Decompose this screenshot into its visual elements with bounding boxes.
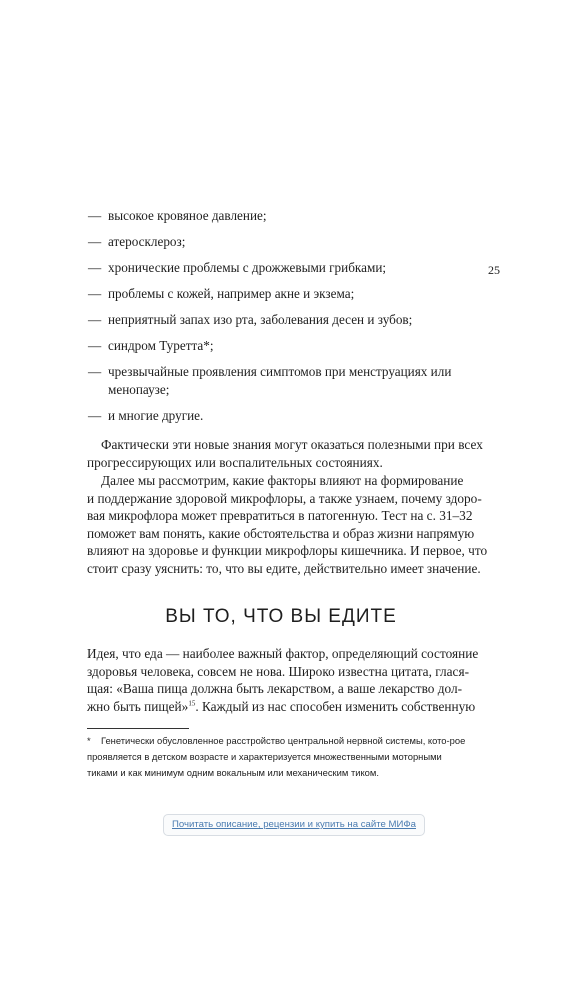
footnote-divider	[87, 728, 189, 729]
footnote	[87, 733, 467, 781]
text-line: влияют на здоровье и функции микрофлоры кишечника. И первое, что	[87, 543, 488, 559]
list-item-text: хронические проблемы с дрожжевыми грибками;	[108, 260, 387, 275]
text-line: поможет вам понять, какие обстоятельства и образ жизни напрямую	[87, 525, 475, 541]
list-item	[88, 311, 488, 329]
text-line: Идея, что еда — наиболее важный фактор, определяющий состояние	[87, 646, 479, 661]
list-item	[88, 207, 488, 225]
text-line: и поддержание здоровой микрофлоры, а также узнаем, почему здоро-	[87, 490, 482, 506]
text-fragment: жно быть пищей»	[87, 698, 189, 714]
text-line: вая микрофлора может превратиться в патогенную. Тест на с. 31–32	[87, 508, 473, 524]
text-line: щая: «Ваша пища должна быть лекарством, а ваше лекарство дол-	[87, 681, 463, 697]
list-item-text: атеросклероз;	[108, 234, 186, 249]
list-item-text: высокое кровяное давление;	[108, 208, 267, 223]
footnote-marker: *	[87, 735, 91, 746]
footnote-reference: 15	[188, 699, 196, 708]
bullet-dash: —	[88, 208, 102, 223]
bullet-dash: —	[88, 408, 102, 423]
bullet-dash: —	[88, 312, 102, 327]
bullet-dash: —	[88, 364, 102, 379]
footnote-line: проявляется в детском возрасте и характеризуется множественными моторными	[87, 751, 442, 762]
bullet-dash: —	[88, 338, 102, 353]
bullet-dash: —	[88, 260, 102, 275]
section-heading: ВЫ ТО, ЧТО ВЫ ЕДИТЕ	[165, 606, 397, 627]
text-fragment: . Каждый из нас способен изменить собственную	[195, 698, 476, 714]
footnote-line: тиками и как минимум одним вокальным или механическим тиком.	[87, 767, 379, 778]
list-item-text: и многие другие.	[108, 408, 204, 423]
text-line: стоит сразу уяснить: то, что вы едите, действительно имеет значение.	[87, 560, 481, 576]
bullet-dash: —	[88, 234, 102, 249]
footnote-text: Генетически обусловленное расстройство центральной нервной системы, кото-рое	[101, 735, 466, 746]
footnote-line	[87, 733, 467, 749]
bullet-dash: —	[88, 286, 102, 301]
list-item-text: проблемы с кожей, например акне и экзема;	[108, 286, 355, 301]
paragraph-1	[87, 436, 483, 471]
text-line: Далее мы рассмотрим, какие факторы влияют на формирование	[101, 473, 464, 488]
list-item-text: синдром Туретта*;	[108, 338, 214, 353]
section-paragraph	[87, 645, 479, 715]
list-item-text: неприятный запах изо рта, заболевания десен и зубов;	[108, 312, 413, 327]
list-item	[88, 337, 488, 355]
list-item	[88, 233, 488, 251]
list-item	[88, 363, 488, 399]
text-line: здоровья человека, совсем не нова. Широко известна цитата, глася-	[87, 663, 469, 679]
text-line: прогрессирующих или воспалительных состояниях.	[87, 454, 383, 470]
bullet-list	[88, 207, 488, 433]
list-item	[88, 259, 488, 277]
paragraph-2	[87, 472, 488, 578]
list-item	[88, 407, 488, 425]
list-item-text: чрезвычайные проявления симптомов при менструациях или менопаузе;	[108, 364, 452, 397]
text-line	[87, 698, 476, 716]
text-line: Фактически эти новые знания могут оказаться полезными при всех	[101, 437, 483, 452]
page-number: 25	[488, 263, 500, 277]
buy-on-mif-link[interactable]: Почитать описание, рецензии и купить на сайте МИФа	[163, 814, 425, 836]
list-item	[88, 285, 488, 303]
